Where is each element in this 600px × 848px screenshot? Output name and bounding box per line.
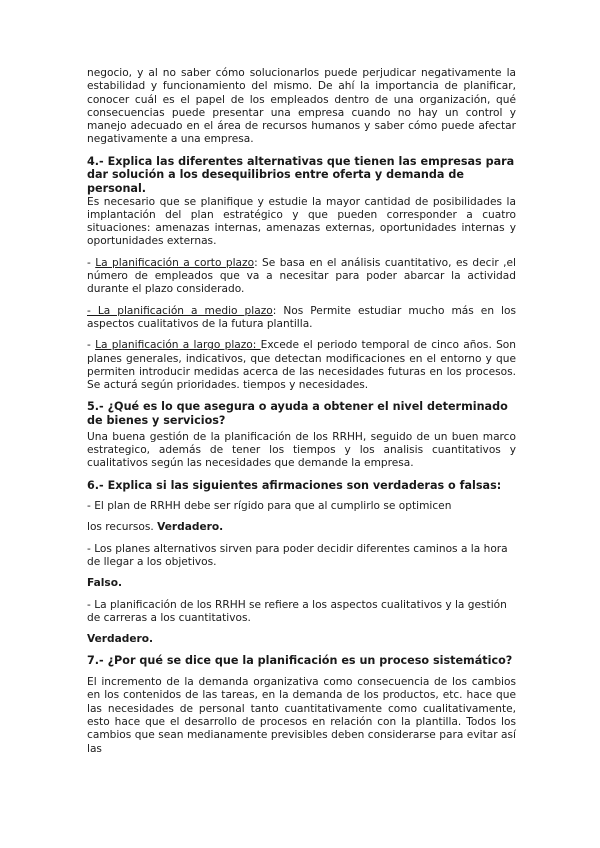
medium-term-item [87,305,516,332]
medium-term-term: - La planificación a medio plazo [87,304,273,317]
long-term-item [87,339,516,392]
intro-paragraph: negocio, y al no saber cómo solucionarlos puede perjudicar negativamente la estabilidad y funcionamiento del mismo. De ahí la importancia de planificar, conocer cuál es el papel de los empleados dentro de una organización, qué consecuencias puede presentar una empresa cuando no hay un control y manejo adecuado en el área de recursos humanos y saber cómo puede afectar negativamente a una empresa. [87,67,516,146]
question-6-heading: 6.- Explica si las siguientes afirmaciones son verdaderas o falsas: [87,478,502,492]
statement-2: - Los planes alternativos sirven para poder decidir diferentes caminos a la hora de llegar a los objetivos. [87,542,508,568]
statement-3-answer [87,633,516,646]
long-term-prefix: - [87,339,96,352]
statement-1: - El plan de RRHH debe ser rígido para que al cumplirlo se optimicen [87,500,452,513]
statement-3: - La planificación de los RRHH se refiere a los aspectos cualitativos y la gestión de carreras a los cuantitativos. [87,598,507,624]
question-5-heading: 5.- ¿Qué es lo que asegura o ayuda a obtener el nivel determinado de bienes y servicios? [87,400,508,428]
statement-1-continued [87,521,516,534]
question-5-answer: Una buena gestión de la planificación de los RRHH, seguido de un buen marco estrategico, además de tener los tiempos y los analisis cuantitativos y cualitativos según las necesidades que demande la empresa. [87,430,516,470]
statement-2-answer [87,577,516,590]
short-term-prefix: - [87,256,96,269]
medium-term-text: : Nos Permite estudiar mucho más en los aspectos cualitativos de la futura plantilla. [87,304,516,330]
short-term-item [87,257,516,297]
question-7-heading: 7.- ¿Por qué se dice que la planificación es un proceso sistemático? [87,654,513,668]
question-4-heading: 4.- Explica las diferentes alternativas que tienen las empresas para dar solución a los desequilibrios entre oferta y demanda de personal. [87,154,515,195]
statement-3-answer-text: Verdadero. [87,633,154,646]
short-term-term: La planificación a corto plazo [95,256,255,269]
long-term-text: Excede el periodo temporal de cinco años. Son planes generales, indicativos, que detectan modificaciones en el entorno y que permiten introducir medidas acerca de las necesidades futuras en los procesos. Se acturá según prioridades. tiempos y necesidades. [87,339,516,392]
question-7-answer: El incremento de la demanda organizativa como consecuencia de los cambios en los contenidos de las tareas, en la demanda de los productos, etc. hace que las necesidades de personal tanto cuantitativamente como cualitativamente, esto hace que el desarrollo de procesos en relación con la plantilla. Todos los cambios que sean medianamente previsibles deben considerarse para evitar así las [87,676,516,755]
long-term-term: La planificación a largo plazo: [95,339,261,352]
question-4-answer: Es necesario que se planifique y estudie la mayor cantidad de posibilidades la implantación del plan estratégico y que pueden corresponder a cuatro situaciones: amenazas internas, amenazas externas, oportunidades internas y oportunidades externas. [87,195,516,248]
statement-1-tail: los recursos. [87,521,158,534]
short-term-text: : Se basa en el análisis cuantitativo, es decir ,el número de empleados que va a necesitar para poder abarcar la actividad durante el plazo considerado. [87,256,517,296]
statement-2-answer-text: Falso. [87,577,123,590]
statement-1-answer: Verdadero. [157,521,224,534]
